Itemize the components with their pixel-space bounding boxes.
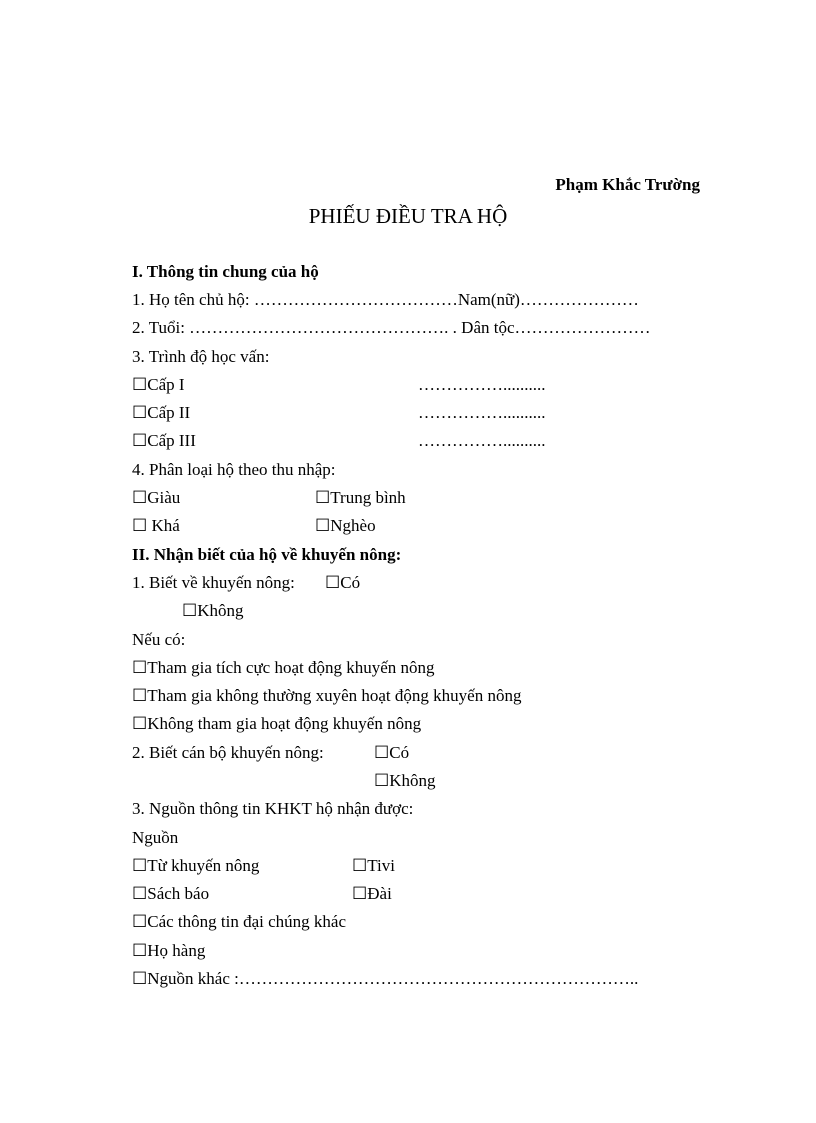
option-newspapers[interactable]: ☐Sách báo (132, 884, 210, 903)
option-average[interactable]: ☐Trung bình (315, 488, 406, 507)
fill-line-grade-3: …………….......... (418, 431, 546, 450)
option-grade-1[interactable]: ☐Cấp I (132, 375, 185, 394)
option-other-media[interactable]: ☐Các thông tin đại chúng khác (132, 912, 346, 931)
page-title: PHIẾU ĐIỀU TRA HỘ (308, 204, 508, 228)
question-know-extension: 1. Biết về khuyến nông: (132, 573, 295, 592)
question-household-head: 1. Họ tên chủ hộ: ………………………………Nam(nữ)………………… (132, 290, 639, 309)
option-poor[interactable]: ☐Nghèo (315, 516, 376, 535)
option-irregular-participation[interactable]: ☐Tham gia không thường xuyên hoạt động khuyến nông (132, 686, 522, 705)
author-name: Phạm Khắc Trường (555, 175, 700, 194)
option-radio[interactable]: ☐Đài (352, 884, 392, 903)
question-age-ethnicity: 2. Tuổi: ………………………………………. . Dân tộc…………………… (132, 318, 651, 337)
option-relatives[interactable]: ☐Họ hàng (132, 941, 206, 960)
option-active-participation[interactable]: ☐Tham gia tích cực hoạt động khuyến nông (132, 658, 435, 677)
option-grade-2[interactable]: ☐Cấp II (132, 403, 191, 422)
section-1-heading: I. Thông tin chung của hộ (132, 262, 319, 281)
option-know-extension-no[interactable]: ☐Không (182, 601, 244, 620)
option-no-participation[interactable]: ☐Không tham gia hoạt động khuyến nông (132, 714, 422, 733)
option-know-extension-yes[interactable]: ☐Có (325, 573, 361, 592)
option-know-officer-yes[interactable]: ☐Có (374, 743, 410, 762)
question-education: 3. Trình độ học vấn: (132, 347, 270, 366)
option-know-officer-no[interactable]: ☐Không (374, 771, 436, 790)
option-rich[interactable]: ☐Giàu (132, 488, 181, 507)
section-2-heading: II. Nhận biết của hộ về khuyến nông: (132, 545, 402, 564)
fill-line-grade-2: …………….......... (418, 403, 546, 422)
question-income-class: 4. Phân loại hộ theo thu nhập: (132, 460, 336, 479)
option-tv[interactable]: ☐Tivi (352, 856, 395, 875)
question-know-officer: 2. Biết cán bộ khuyến nông: (132, 743, 324, 762)
option-from-extension[interactable]: ☐Từ khuyến nông (132, 856, 260, 875)
option-grade-3[interactable]: ☐Cấp III (132, 431, 196, 450)
fill-line-grade-1: …………….......... (418, 375, 546, 394)
if-yes-label: Nếu có: (132, 630, 186, 649)
option-well-off[interactable]: ☐ Khá (132, 516, 180, 535)
source-label: Nguồn (132, 828, 179, 847)
option-other-source[interactable]: ☐Nguồn khác :…………………………………………………………….. (132, 969, 639, 988)
question-info-sources: 3. Nguồn thông tin KHKT hộ nhận được: (132, 799, 414, 818)
